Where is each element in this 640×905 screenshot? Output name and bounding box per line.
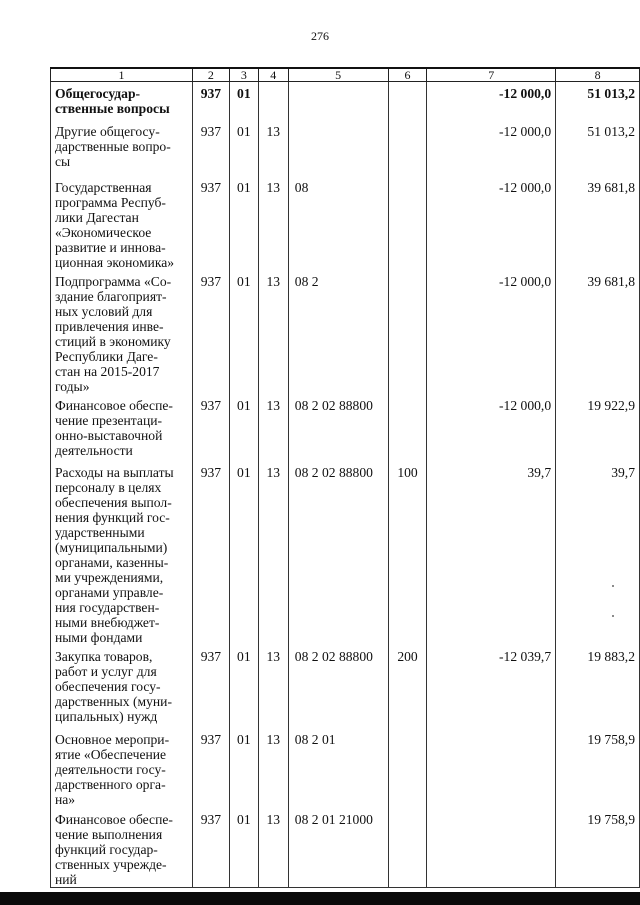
row-ved-code: 937 [192, 461, 229, 645]
row-change-amount: -12 000,0 [427, 394, 556, 461]
row-subsection-code [258, 82, 288, 120]
row-total-amount: 39 681,8 [556, 176, 640, 270]
header-col-2: 2 [192, 68, 229, 82]
table-row [51, 808, 640, 888]
row-expense-type [388, 270, 427, 394]
row-subsection-code: 13 [258, 461, 288, 645]
table-row [51, 176, 640, 270]
table-row [51, 394, 640, 461]
row-change-amount: 39,7 [427, 461, 556, 645]
row-total-amount: 19 758,9 [556, 808, 640, 888]
row-section-code: 01 [229, 120, 258, 176]
page-number: 276 [311, 29, 329, 43]
row-ved-code: 937 [192, 176, 229, 270]
row-target-article: 08 2 02 88800 [288, 645, 388, 728]
row-total-amount: 19 758,9 [556, 728, 640, 808]
row-expense-type [388, 120, 427, 176]
row-target-article: 08 2 02 88800 [288, 394, 388, 461]
row-change-amount: -12 039,7 [427, 645, 556, 728]
row-ved-code: 937 [192, 808, 229, 888]
row-ved-code: 937 [192, 394, 229, 461]
row-subsection-code: 13 [258, 808, 288, 888]
row-total-amount: 39 681,8 [556, 270, 640, 394]
row-subsection-code: 13 [258, 728, 288, 808]
table-row [51, 728, 640, 808]
row-name-cell: Финансовое обеспе- чение выполнения функций государ- ственных учрежде- ний [51, 808, 193, 888]
row-total-amount: 19 922,9 [556, 394, 640, 461]
row-ved-code: 937 [192, 120, 229, 176]
row-expense-type: 200 [388, 645, 427, 728]
row-name-cell: Финансовое обеспе- чение презентаци- онно-выставочной деятельности [51, 394, 193, 461]
row-change-amount [427, 728, 556, 808]
row-name-cell: Закупка товаров, работ и услуг для обеспечения госу- дарственных (муни- ципальных) нужд [51, 645, 193, 728]
header-col-7: 7 [427, 68, 556, 82]
table-row [51, 270, 640, 394]
row-subsection-code: 13 [258, 394, 288, 461]
row-target-article: 08 2 01 [288, 728, 388, 808]
row-section-code: 01 [229, 82, 258, 120]
header-col-1: 1 [51, 68, 193, 82]
row-ved-code: 937 [192, 82, 229, 120]
row-target-article [288, 82, 388, 120]
row-section-code: 01 [229, 728, 258, 808]
row-name-cell: Другие общегосу- дарственные вопро- сы [51, 120, 193, 176]
budget-table-body [51, 82, 640, 888]
row-name-cell: Государственная программа Респуб- лики Дагестан «Экономическое развитие и иннова- ционная экономика» [51, 176, 193, 270]
row-total-amount: 39,7 [556, 461, 640, 645]
row-subsection-code: 13 [258, 120, 288, 176]
row-name-cell: Расходы на выплаты персоналу в целях обеспечения выпол- нения функций гос- ударственными (муниципальными) органами, казенны- ми учреждениями, органами управле- ния государствен- ными внебюджет- ными фондами [51, 461, 193, 645]
row-expense-type [388, 82, 427, 120]
row-change-amount [427, 808, 556, 888]
row-name-cell: Основное меропри- ятие «Обеспечение деятельности госу- дарственного орга- на» [51, 728, 193, 808]
row-target-article: 08 2 [288, 270, 388, 394]
row-name-cell: Подпрограмма «Со- здание благоприят- ных условий для привлечения инве- стиций в экономику Республики Даге- стан на 2015-2017 годы» [51, 270, 193, 394]
table-row [51, 120, 640, 176]
row-expense-type: 100 [388, 461, 427, 645]
header-col-4: 4 [258, 68, 288, 82]
row-section-code: 01 [229, 176, 258, 270]
row-total-amount: 51 013,2 [556, 82, 640, 120]
row-target-article: 08 [288, 176, 388, 270]
row-section-code: 01 [229, 461, 258, 645]
scan-bottom-edge [0, 892, 640, 905]
row-total-amount: 51 013,2 [556, 120, 640, 176]
row-change-amount: -12 000,0 [427, 270, 556, 394]
header-col-5: 5 [288, 68, 388, 82]
row-expense-type [388, 728, 427, 808]
row-section-code: 01 [229, 394, 258, 461]
row-subsection-code: 13 [258, 645, 288, 728]
row-change-amount: -12 000,0 [427, 120, 556, 176]
row-expense-type [388, 394, 427, 461]
header-col-8: 8 [556, 68, 640, 82]
row-section-code: 01 [229, 808, 258, 888]
header-col-3: 3 [229, 68, 258, 82]
budget-table [50, 67, 640, 888]
row-subsection-code: 13 [258, 176, 288, 270]
row-target-article: 08 2 01 21000 [288, 808, 388, 888]
header-col-6: 6 [388, 68, 427, 82]
row-section-code: 01 [229, 645, 258, 728]
scan-speck [612, 615, 614, 617]
row-subsection-code: 13 [258, 270, 288, 394]
scan-speck [612, 585, 614, 587]
row-change-amount: -12 000,0 [427, 176, 556, 270]
row-target-article [288, 120, 388, 176]
row-target-article: 08 2 02 88800 [288, 461, 388, 645]
table-row [51, 461, 640, 645]
row-name-cell: Общегосудар- ственные вопросы [51, 82, 193, 120]
row-total-amount: 19 883,2 [556, 645, 640, 728]
header-row [51, 68, 640, 82]
table-row [51, 82, 640, 120]
row-change-amount: -12 000,0 [427, 82, 556, 120]
row-ved-code: 937 [192, 270, 229, 394]
row-ved-code: 937 [192, 728, 229, 808]
row-expense-type [388, 176, 427, 270]
row-expense-type [388, 808, 427, 888]
row-section-code: 01 [229, 270, 258, 394]
table-row [51, 645, 640, 728]
row-ved-code: 937 [192, 645, 229, 728]
